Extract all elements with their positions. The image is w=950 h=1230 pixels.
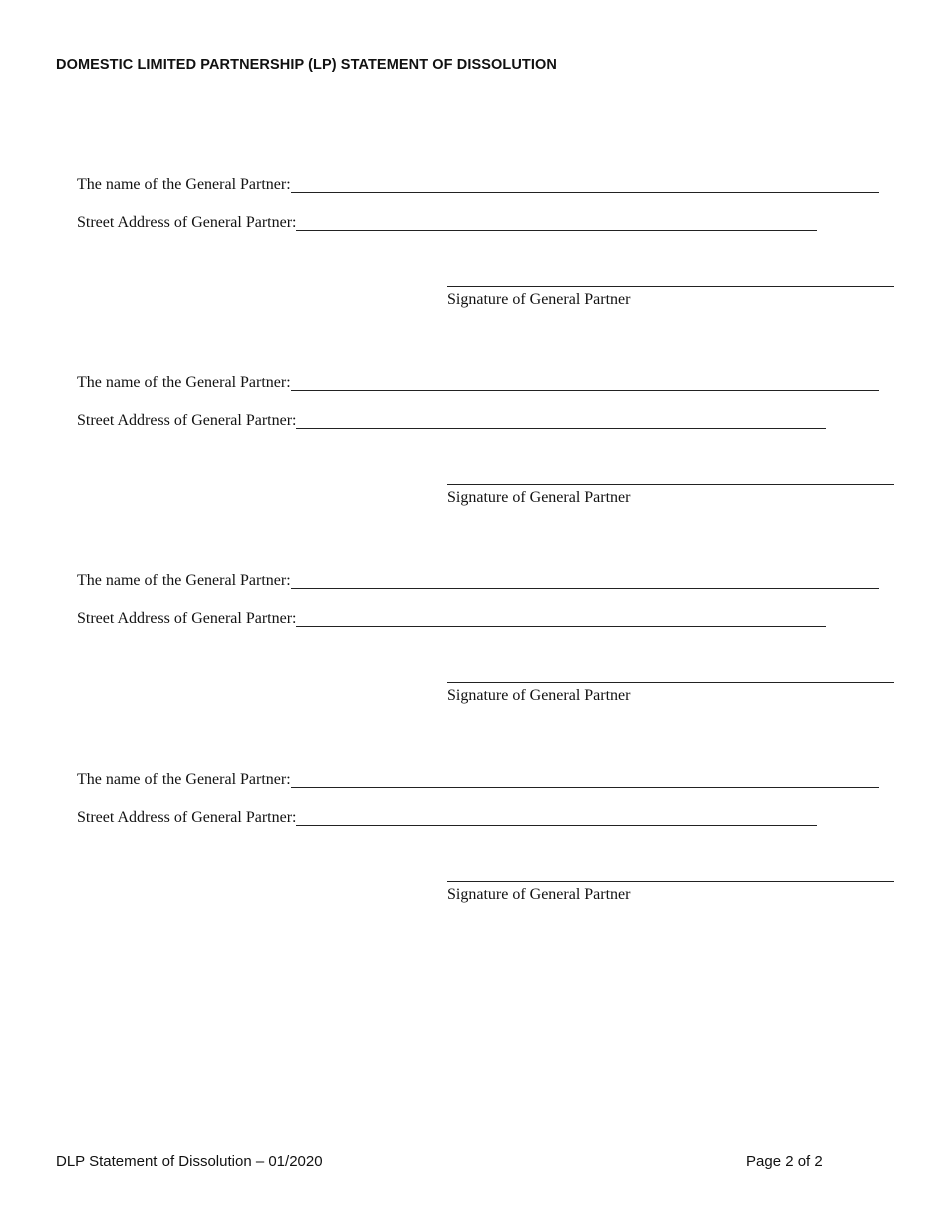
signature-label: Signature of General Partner: [447, 291, 631, 308]
partner-address-label: Street Address of General Partner:: [77, 610, 297, 627]
general-partner-block-3: [0, 572, 950, 752]
partner-name-row: [77, 176, 879, 194]
partner-address-label: Street Address of General Partner:: [77, 809, 297, 826]
partner-address-label: Street Address of General Partner:: [77, 214, 297, 231]
partner-name-row: [77, 771, 879, 789]
partner-address-row: [77, 809, 817, 827]
partner-name-row: [77, 572, 879, 590]
signature-label: Signature of General Partner: [447, 489, 631, 506]
signature-label: Signature of General Partner: [447, 687, 631, 704]
document-title: DOMESTIC LIMITED PARTNERSHIP (LP) STATEMENT OF DISSOLUTION: [56, 57, 557, 73]
partner-address-field[interactable]: [296, 413, 826, 429]
signature-label: Signature of General Partner: [447, 886, 631, 903]
partner-address-field[interactable]: [296, 611, 826, 627]
partner-address-row: [77, 610, 826, 628]
signature-line[interactable]: [447, 881, 894, 882]
partner-name-field[interactable]: [291, 573, 879, 589]
partner-name-field[interactable]: [291, 772, 879, 788]
partner-name-label: The name of the General Partner:: [77, 374, 291, 391]
partner-address-field[interactable]: [296, 215, 817, 231]
signature-line[interactable]: [447, 682, 894, 683]
signature-line[interactable]: [447, 484, 894, 485]
partner-name-label: The name of the General Partner:: [77, 176, 291, 193]
partner-name-row: [77, 374, 879, 392]
footer-form-id: DLP Statement of Dissolution – 01/2020: [56, 1153, 323, 1170]
partner-address-field[interactable]: [296, 810, 817, 826]
partner-address-label: Street Address of General Partner:: [77, 412, 297, 429]
partner-name-label: The name of the General Partner:: [77, 771, 291, 788]
signature-line[interactable]: [447, 286, 894, 287]
partner-name-label: The name of the General Partner:: [77, 572, 291, 589]
footer-page-number: Page 2 of 2: [746, 1153, 823, 1170]
partner-address-row: [77, 412, 826, 430]
partner-name-field[interactable]: [291, 375, 879, 391]
general-partner-block-1: [0, 176, 950, 356]
partner-name-field[interactable]: [291, 177, 879, 193]
partner-address-row: [77, 214, 817, 232]
general-partner-block-2: [0, 374, 950, 554]
general-partner-block-4: [0, 771, 950, 951]
